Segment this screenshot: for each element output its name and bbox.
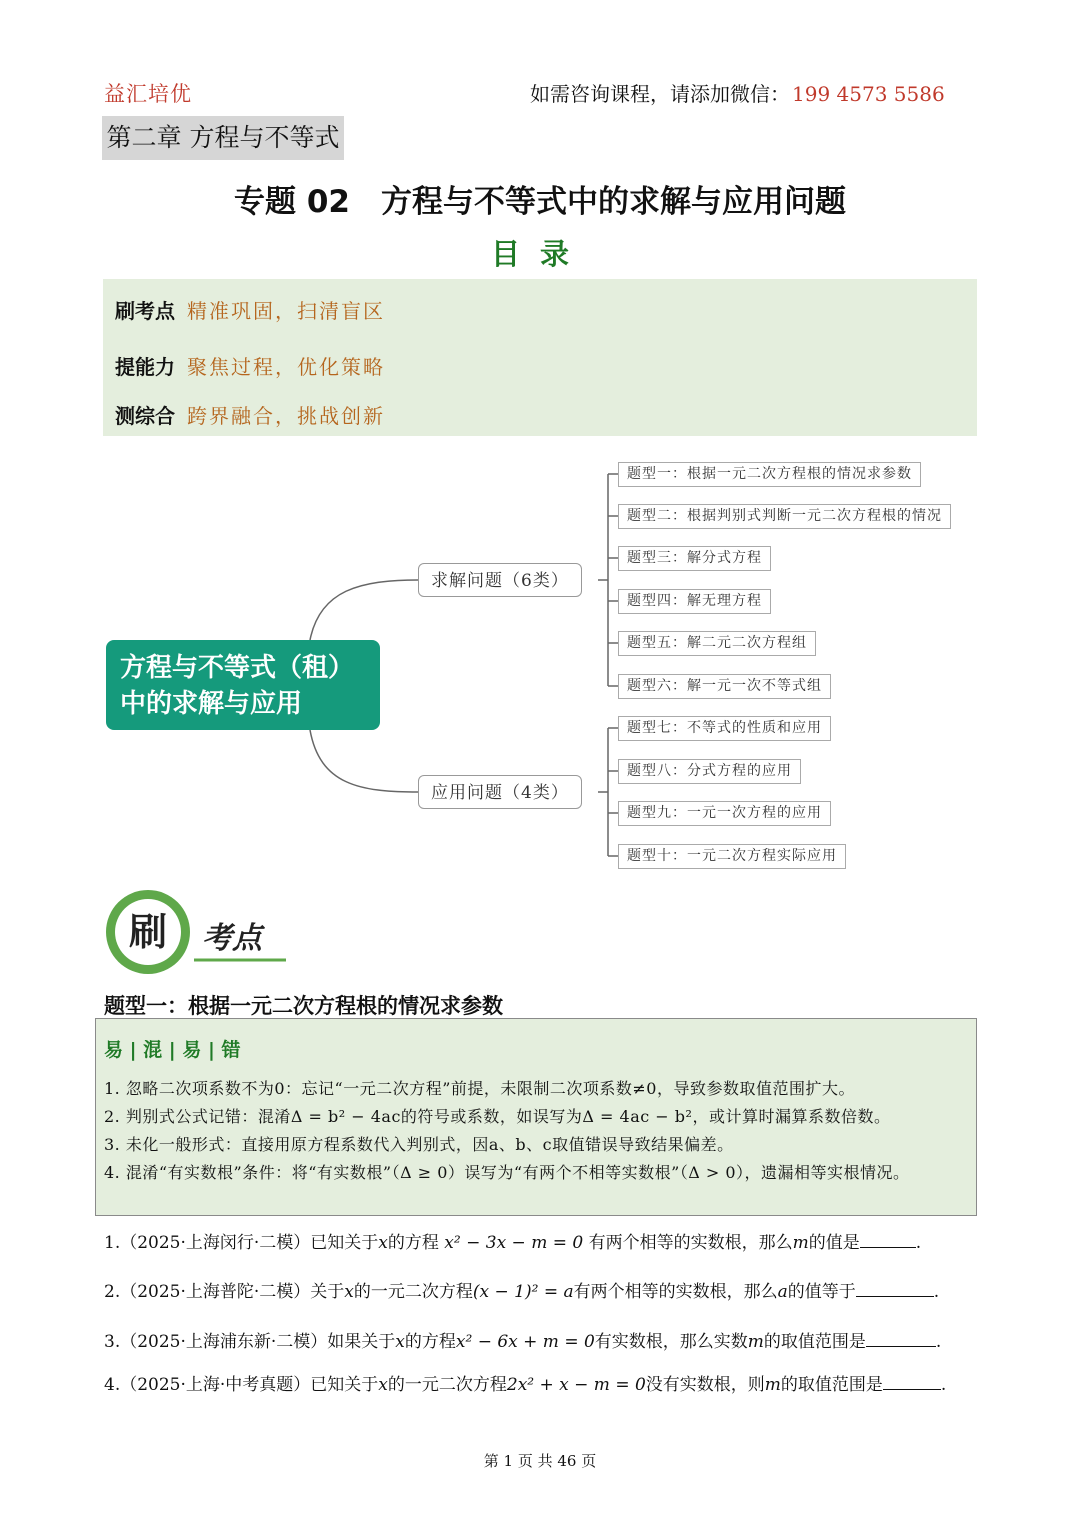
leaf-type-9: 题型九：一元一次方程的应用 [618, 801, 831, 826]
chapter-label: 第二章 方程与不等式 [102, 116, 344, 160]
question-4: 4.（2025·上海·中考真题）已知关于x的一元二次方程2x² + x − m = 0没有实数根，则m的取值范围是 . [104, 1370, 946, 1395]
pitfall-item: 2. 判别式公式记错：混淆Δ = b² − 4ac的符号或系数，如误写为Δ = 4ac − b²，或计算时漏算系数倍数。 [104, 1107, 891, 1126]
leaf-type-2: 题型二：根据判别式判断一元二次方程根的情况 [618, 504, 951, 529]
badge-char: 刷 [128, 910, 168, 954]
leaf-type-5: 题型五：解二元二次方程组 [618, 631, 816, 656]
page-footer: 第 1 页 共 46 页 [483, 1452, 597, 1470]
page-title: 专题 02 方程与不等式中的求解与应用问题 [234, 184, 846, 220]
pitfall-item: 4. 混淆“有实数根”条件：将“有实数根”（Δ ≥ 0）误写为“有两个不相等实数根”（Δ > 0），遗漏相等实根情况。 [104, 1163, 910, 1182]
pitfalls-box [95, 1018, 977, 1216]
phone-number: 199 4573 5586 [792, 82, 945, 106]
badge-text: 考点 [202, 921, 262, 956]
leaf-type-6: 题型六：解一元一次不等式组 [618, 674, 831, 699]
question-3: 3.（2025·上海浦东新·二模）如果关于x的方程x² − 6x + m = 0有实数根，那么实数m的取值范围是 . [104, 1327, 941, 1352]
branch-apply: 应用问题（4类） [418, 775, 582, 809]
section-badge [104, 888, 304, 978]
section-row: 提能力 聚焦过程，优化策略 [115, 355, 385, 379]
answer-blank[interactable] [866, 1328, 936, 1347]
type1-title: 题型一：根据一元二次方程根的情况求参数 [104, 994, 503, 1018]
mindmap-root: 方程与不等式（租） 中的求解与应用 [106, 640, 380, 730]
leaf-type-3: 题型三：解分式方程 [618, 546, 771, 571]
question-1: 1.（2025·上海闵行·二模）已知关于x的方程 x² − 3x − m = 0 有两个相等的实数根，那么m的值是 . [104, 1228, 921, 1253]
leaf-type-1: 题型一：根据一元二次方程根的情况求参数 [618, 462, 921, 487]
answer-blank[interactable] [860, 1229, 916, 1248]
section-row: 测综合 跨界融合，挑战创新 [115, 404, 385, 428]
leaf-type-10: 题型十：一元二次方程实际应用 [618, 844, 846, 869]
leaf-type-7: 题型七：不等式的性质和应用 [618, 716, 831, 741]
pitfall-item: 1. 忽略二次项系数不为0：忘记“一元二次方程”前提，未限制二次项系数≠0，导致参数取值范围扩大。 [104, 1079, 855, 1098]
leaf-type-8: 题型八：分式方程的应用 [618, 759, 801, 784]
leaf-type-4: 题型四：解无理方程 [618, 589, 771, 614]
branch-solve: 求解问题（6类） [418, 563, 582, 597]
section-row: 刷考点 精准巩固，扫清盲区 [115, 299, 385, 323]
pitfall-item: 3. 未化一般形式：直接用原方程系数代入判别式，因a、b、c取值错误导致结果偏差。 [104, 1135, 734, 1154]
pitfalls-heading: 易 | 混 | 易 | 错 [104, 1039, 241, 1061]
contact-label: 如需咨询课程，请添加微信： [530, 82, 790, 106]
brand-name: 益汇培优 [104, 82, 192, 106]
question-2: 2.（2025·上海普陀·二模）关于x的一元二次方程(x − 1)² = a有两个相等的实数根，那么a的值等于 . [104, 1277, 939, 1302]
answer-blank[interactable] [856, 1278, 934, 1297]
toc-heading: 目录 [490, 237, 589, 271]
answer-blank[interactable] [883, 1371, 941, 1390]
